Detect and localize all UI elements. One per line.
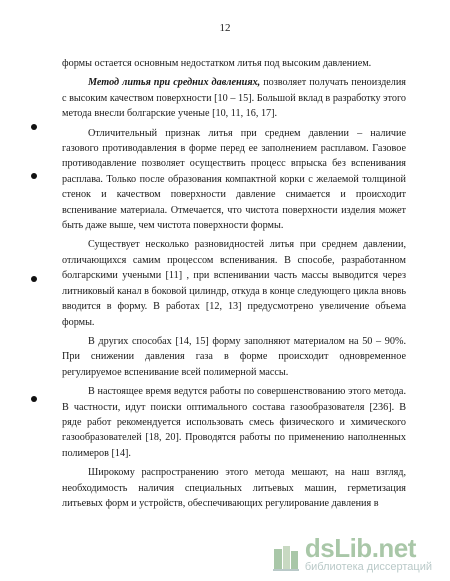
- document-body: [62, 56, 406, 515]
- paragraph: Широкому распространению этого метода мешают, на наш взгляд, необходимость наличия специальных литьевых машин, герметизация литьевых форм и устройств, обеспечивающих регулирование давления в: [62, 467, 406, 509]
- margin-bullet: [31, 124, 37, 130]
- paragraph: формы остается основным недостатком литья под высоким давлением.: [62, 58, 372, 69]
- margin-bullet: [31, 173, 37, 179]
- paragraph: В других способах [14, 15] форму заполняют материалом на 50 – 90%. При снижении давления газа в форме происходит одновременное регулируемое вспенивание всей полимерной массы.: [62, 335, 406, 378]
- paragraph: Существует несколько разновидностей литья при среднем давлении, отличающихся самим процессом вспенивания. В способе, разработанном болгарскими учеными [11] , при вспенивании часть массы выводится через литниковый канал в боковой цилиндр, откуда в конце следующего цикла вновь вводится в форму. В работах [12, 13] предусмотрено увеличение объема формы.: [62, 239, 406, 328]
- book-logo-icon: [271, 543, 301, 573]
- paragraph: В настоящее время ведутся работы по совершенствованию этого метода. В частности, идут поиски оптимального состава газообразователя [236]. В ряде работ рекомендуется использовать смесь физического и химического газообразователей [18, 20]. Проводятся работы по применению наполненных полимеров [14].: [62, 386, 406, 459]
- method-term: Метод литья при средних давлениях,: [88, 77, 261, 89]
- margin-bullet: [31, 396, 37, 402]
- paragraph: Метод литья при средних давлениях, позволяет получать пеноизделия с высоким качеством поверхности [10 – 15]. Большой вклад в разработку этого метода внесли болгарские ученые [10, 11, 16, 17].: [62, 77, 406, 120]
- margin-bullet: [31, 276, 37, 282]
- page-number: 12: [219, 22, 231, 34]
- paragraph: Отличительный признак литья при среднем давлении – наличие газового противодавления в форме перед ее заполнением расплавом. Газовое противодавление позволяет осуществить процесс впрыска без вспенивания расплава. Только после образования компактной корки с желаемой толщиной стенок и качеством поверхности давление снимается и происходит вспенивание материала. Отмечается, что чистота поверхности изделия может быть даже выше, чем чистота поверхности формы.: [62, 127, 406, 232]
- watermark-subtitle: библиотека диссертаций: [304, 561, 432, 573]
- watermark-title: dsLib.net: [304, 533, 416, 563]
- watermark: [271, 535, 432, 573]
